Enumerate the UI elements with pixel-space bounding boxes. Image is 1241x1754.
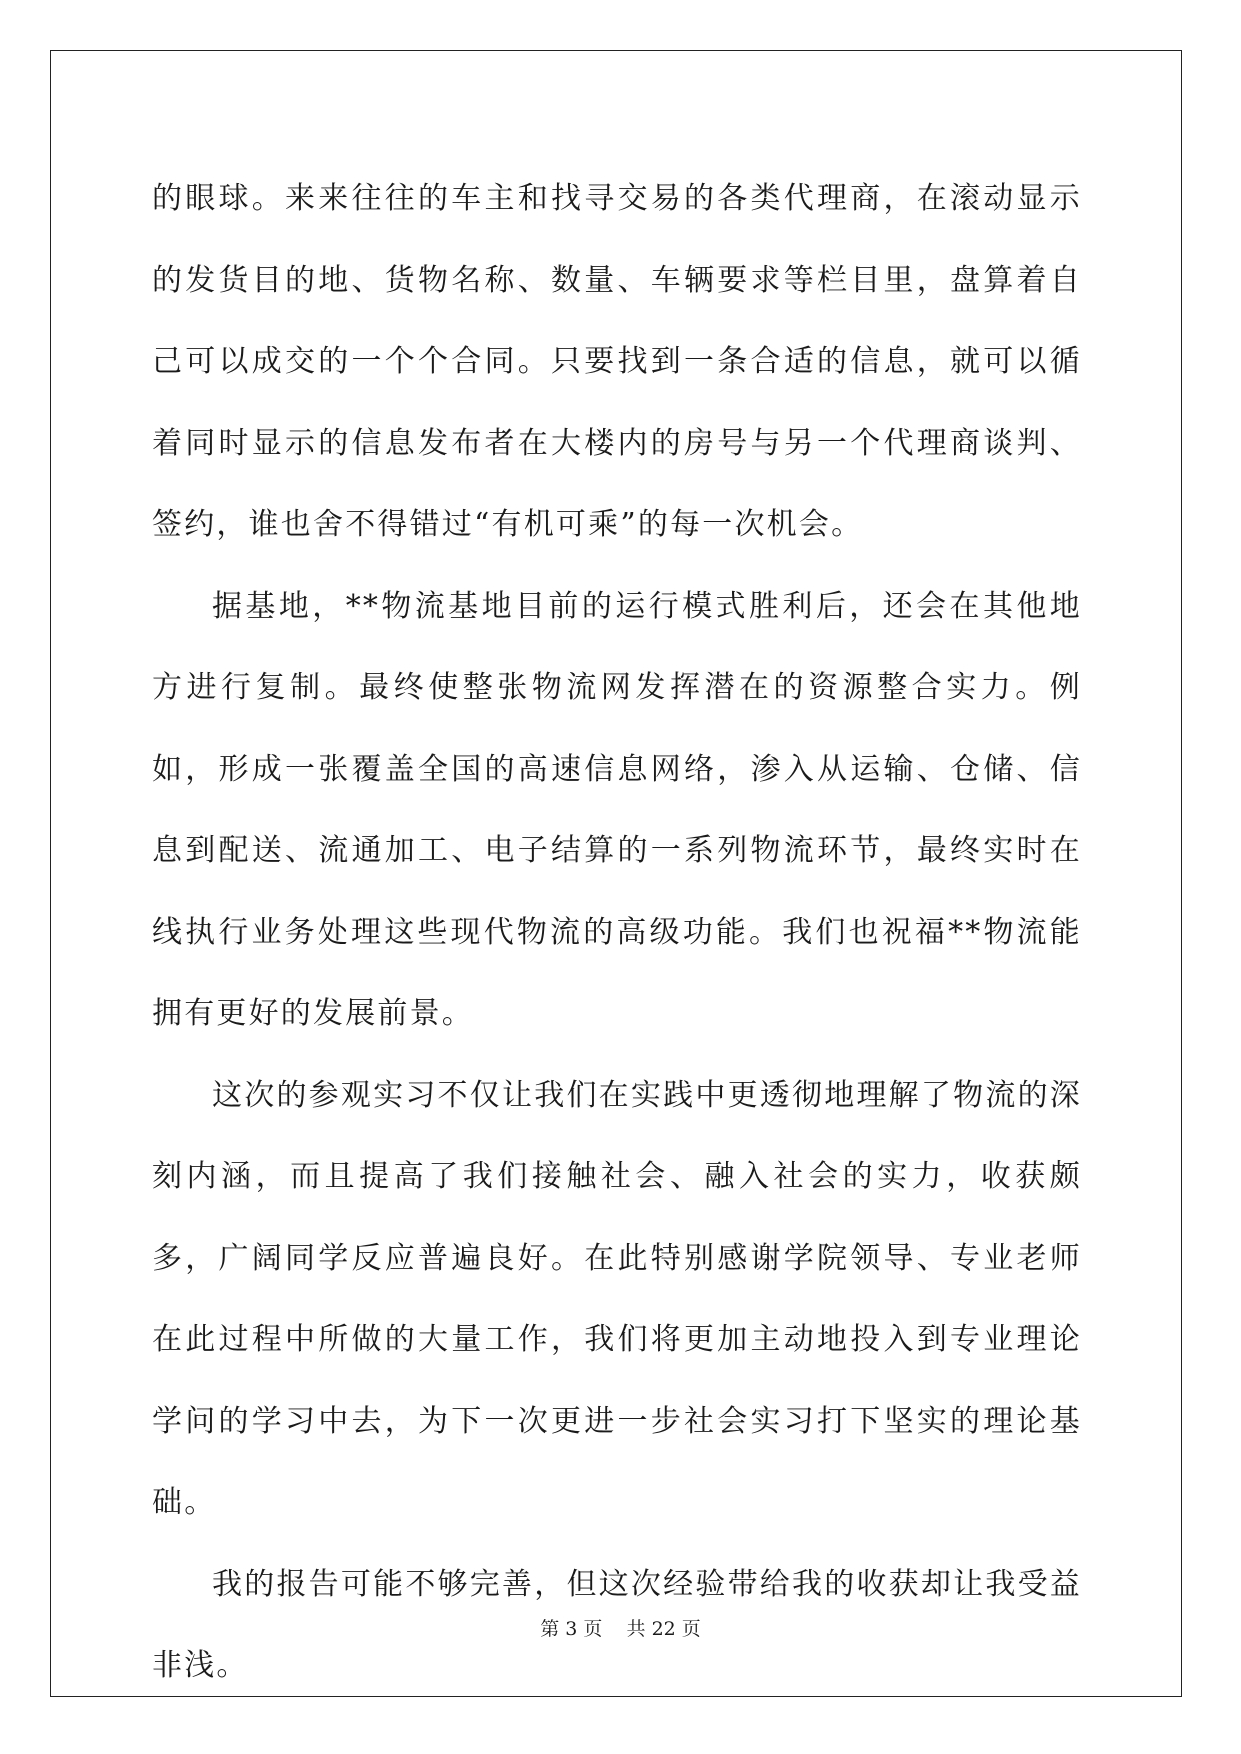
paragraph-1: 的眼球。来来往往的车主和找寻交易的各类代理商，在滚动显示的发货目的地、货物名称、数量、车辆要求等栏目里，盘算着自己可以成交的一个个合同。只要找到一条合适的信息，就可以循着同时显示的信息发布者在大楼内的房号与另一个代理商谈判、签约，谁也舍不得错过“有机可乘”的每一次机会。	[152, 181, 1082, 542]
paragraph-2: 据基地，**物流基地目前的运行模式胜利后，还会在其他地方进行复制。最终使整张物流网发挥潜在的资源整合实力。例如，形成一张覆盖全国的高速信息网络，渗入从运输、仓储、信息到配送、流通加工、电子结算的一系列物流环节，最终实时在线执行业务处理这些现代物流的高级功能。我们也祝福**物流能拥有更好的发展前景。	[152, 588, 1082, 1031]
document-body	[152, 158, 1082, 1707]
page-number: 第 3 页	[540, 1618, 603, 1640]
page-total: 共 22 页	[626, 1618, 701, 1640]
paragraph-4: 我的报告可能不够完善，但这次经验带给我的收获却让我受益非浅。	[152, 1566, 1082, 1683]
paragraph-3: 这次的参观实习不仅让我们在实践中更透彻地理解了物流的深刻内涵，而且提高了我们接触社会、融入社会的实力，收获颇多，广阔同学反应普遍良好。在此特别感谢学院领导、专业老师在此过程中所做的大量工作，我们将更加主动地投入到专业理论学问的学习中去，为下一次更进一步社会实习打下坚实的理论基础。	[152, 1077, 1082, 1520]
page-footer	[0, 1617, 1241, 1641]
